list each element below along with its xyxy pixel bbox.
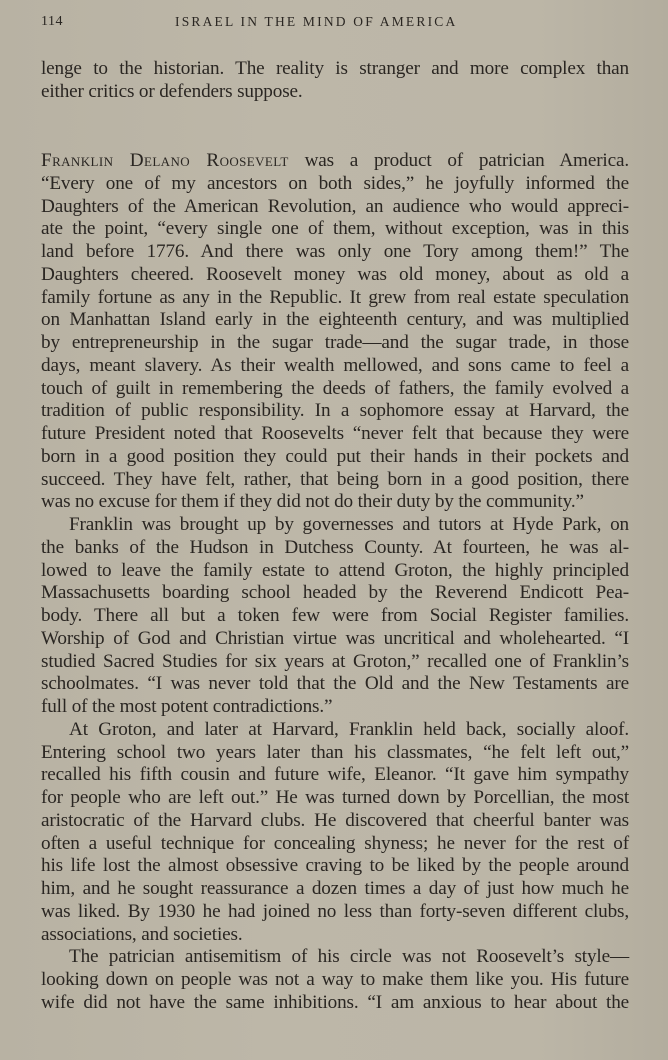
text-line: tradition of public responsibility. In a sophomore essay at Harvard, the <box>41 400 629 422</box>
text-line: succeed. They have felt, rather, that being born in a good position, there <box>41 468 629 490</box>
text-line: Daughters of the American Revolution, an audience who would appreci- <box>41 195 629 217</box>
paragraph-4 <box>41 946 629 1014</box>
text-line <box>41 150 629 173</box>
text-line: Daughters cheered. Roosevelt money was old money, about as old a <box>41 263 629 285</box>
lead-small-caps: Franklin Delano Roosevelt <box>41 150 289 171</box>
page-number: 114 <box>41 14 63 29</box>
text-line: Franklin was brought up by governesses and tutors at Hyde Park, on <box>69 514 629 535</box>
text-line: The patrician antisemitism of his circle was not Roosevelt’s style— <box>69 946 629 968</box>
text-line: Entering school two years later than his classmates, “he felt left out,” <box>41 741 629 763</box>
text-line: was no excuse for them if they did not do their duty by the community.” <box>41 491 584 513</box>
paragraph-1 <box>41 150 629 514</box>
text-fragment: was a product of patrician America. <box>288 150 629 171</box>
running-head <box>41 14 628 36</box>
text-line: on Manhattan Island early in the eighteenth century, and was multiplied <box>41 309 629 331</box>
text-line: was liked. By 1930 he had joined no less than forty-seven different clubs, <box>41 900 629 922</box>
text-line: either critics or defenders suppose. <box>41 80 303 102</box>
text-line: schoolmates. “I was never told that the Old and the New Testaments are <box>41 673 629 695</box>
text-line: Massachusetts boarding school headed by the Reverend Endicott Pea- <box>41 582 629 604</box>
text-line: days, meant slavery. As their wealth mellowed, and sons came to feel a <box>41 354 629 376</box>
text-line: ate the point, “every single one of them, without exception, was in this <box>41 218 629 240</box>
text-line: “Every one of my ancestors on both sides,” he joyfully informed the <box>41 172 629 194</box>
text-line: associations, and societies. <box>41 923 243 945</box>
text-line: born in a good position they could put their hands in their pockets and <box>41 445 629 467</box>
running-title: ISRAEL IN THE MIND OF AMERICA <box>175 14 458 29</box>
text-line: future President noted that Roosevelts “never felt that because they were <box>41 423 629 444</box>
text-line: lenge to the historian. The reality is stranger and more complex than <box>41 58 629 79</box>
text-line: him, and he sought reassurance a dozen times a day of just how much he <box>41 878 629 899</box>
text-line: touch of guilt in remembering the deeds of fathers, the family evolved a <box>41 377 629 399</box>
text-line: land before 1776. And there was only one Tory among them!” The <box>41 241 629 262</box>
text-line: aristocratic of the Harvard clubs. He discovered that cheerful banter was <box>41 809 629 831</box>
text-line: looking down on people was not a way to make them like you. His future <box>41 969 629 990</box>
text-line: full of the most potent contradictions.” <box>41 696 333 717</box>
text-line: by entrepreneurship in the sugar trade—and the sugar trade, in those <box>41 332 629 353</box>
intro-paragraph <box>41 58 629 104</box>
text-line: studied Sacred Studies for six years at Groton,” recalled one of Franklin’s <box>41 650 629 672</box>
text-line: family fortune as any in the Republic. It grew from real estate speculation <box>41 286 629 308</box>
paragraph-2 <box>41 514 629 719</box>
paragraph-3 <box>41 719 629 947</box>
text-line: Worship of God and Christian virtue was uncritical and wholehearted. “I <box>41 627 629 649</box>
section-body <box>41 150 629 1015</box>
text-line: At Groton, and later at Harvard, Franklin held back, socially aloof. <box>69 718 629 740</box>
text-line: for people who are left out.” He was turned down by Porcellian, the most <box>41 787 629 808</box>
text-line: his life lost the almost obsessive craving to be liked by the people around <box>41 855 629 877</box>
text-line: lowed to leave the family estate to attend Groton, the highly principled <box>41 559 629 581</box>
text-line: recalled his fifth cousin and future wife, Eleanor. “It gave him sympathy <box>41 764 629 786</box>
text-line: wife did not have the same inhibitions. “I am anxious to hear about the <box>41 991 629 1013</box>
text-line: often a useful technique for concealing shyness; he never for the rest of <box>41 832 629 854</box>
text-line: the banks of the Hudson in Dutchess County. At fourteen, he was al- <box>41 536 629 558</box>
text-line: body. There all but a token few were from Social Register families. <box>41 605 629 626</box>
